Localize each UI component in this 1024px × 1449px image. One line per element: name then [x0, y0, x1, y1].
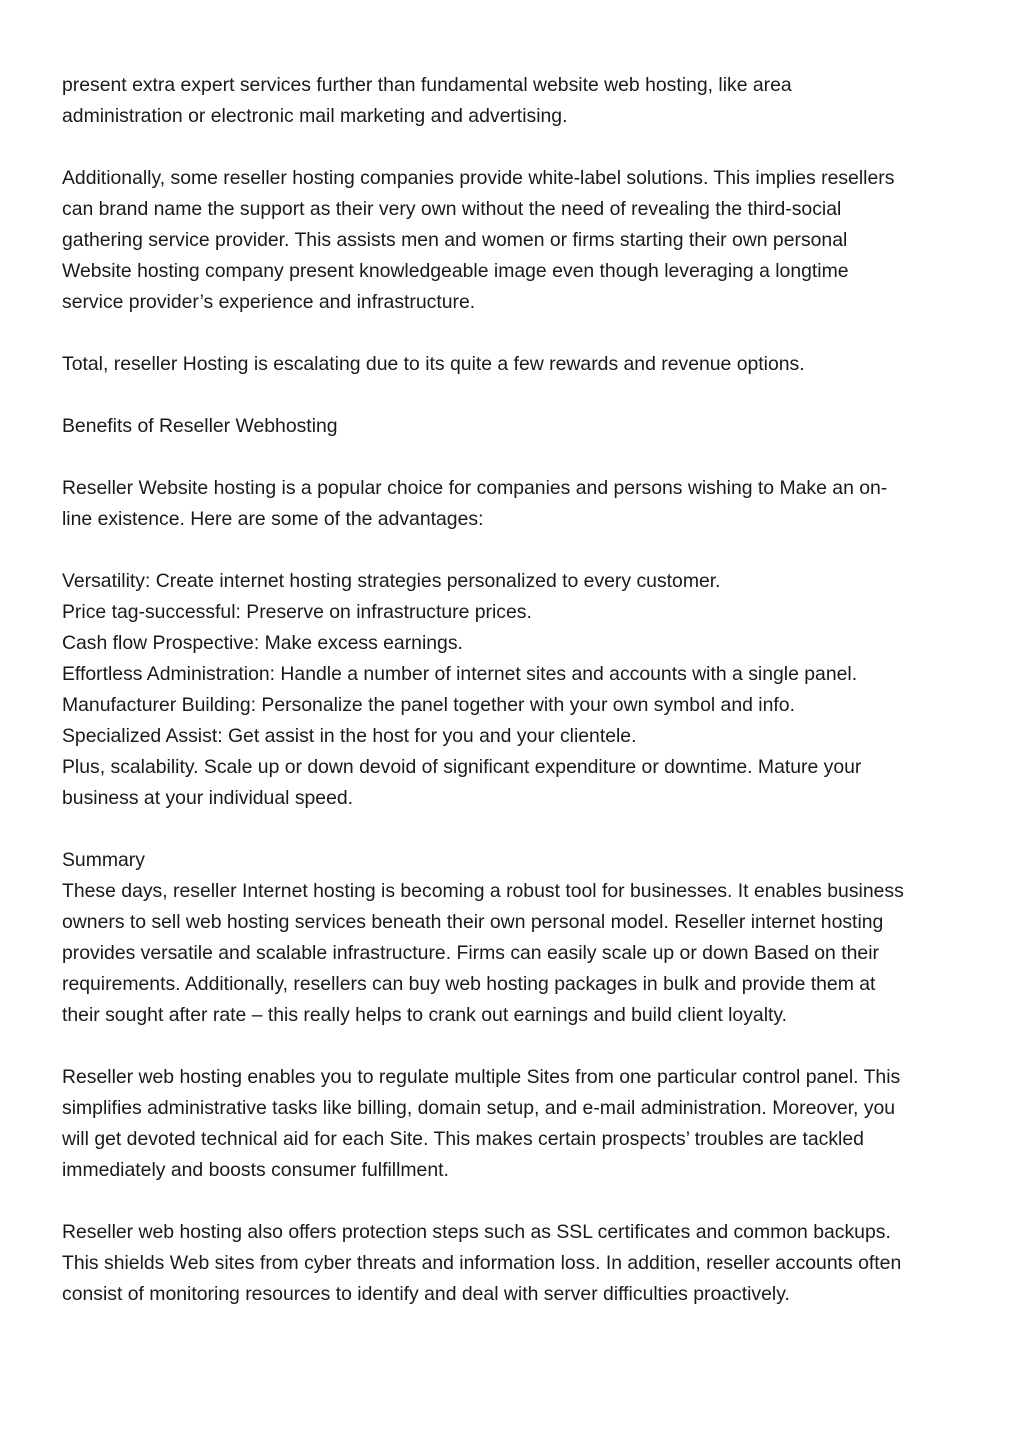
text-line: line existence. Here are some of the advantages:	[62, 508, 484, 530]
text-line: Price tag-successful: Preserve on infrastructure prices.	[62, 601, 532, 623]
text-line: their sought after rate – this really helps to crank out earnings and build client loyalty.	[62, 1004, 788, 1026]
text-line: immediately and boosts consumer fulfillment.	[62, 1159, 449, 1181]
text-line: can brand name the support as their very own without the need of revealing the third-social	[62, 198, 842, 220]
paragraph-white-label	[62, 163, 962, 318]
paragraph-control-panel	[62, 1062, 962, 1186]
text-line: present extra expert services further than fundamental website web hosting, like area	[62, 74, 792, 96]
text-line: Effortless Administration: Handle a number of internet sites and accounts with a single panel.	[62, 663, 858, 685]
summary-section	[62, 845, 962, 1031]
text-line: consist of monitoring resources to identify and deal with server difficulties proactively.	[62, 1283, 790, 1305]
text-line: Manufacturer Building: Personalize the panel together with your own symbol and info.	[62, 694, 795, 716]
text-line: Total, reseller Hosting is escalating due to its quite a few rewards and revenue options.	[62, 353, 805, 375]
text-line: Versatility: Create internet hosting strategies personalized to every customer.	[62, 570, 721, 592]
text-line: requirements. Additionally, resellers can buy web hosting packages in bulk and provide them at	[62, 973, 876, 995]
text-line: Reseller web hosting enables you to regulate multiple Sites from one particular control panel. This	[62, 1066, 901, 1088]
text-line: Cash flow Prospective: Make excess earnings.	[62, 632, 463, 654]
text-line: service provider’s experience and infrastructure.	[62, 291, 476, 313]
text-line: Benefits of Reseller Webhosting	[62, 415, 338, 437]
text-line: administration or electronic mail marketing and advertising.	[62, 105, 568, 127]
text-line: Additionally, some reseller hosting companies provide white-label solutions. This implies resellers	[62, 167, 895, 189]
text-line: Specialized Assist: Get assist in the host for you and your clientele.	[62, 725, 637, 747]
paragraph-benefits-intro	[62, 473, 962, 535]
paragraph-total	[62, 349, 962, 380]
text-line: business at your individual speed.	[62, 787, 354, 809]
text-line: provides versatile and scalable infrastructure. Firms can easily scale up or down Based on their	[62, 942, 879, 964]
text-line: will get devoted technical aid for each Site. This makes certain prospects’ troubles are tackled	[62, 1128, 864, 1150]
text-line: These days, reseller Internet hosting is becoming a robust tool for businesses. It enables business	[62, 880, 904, 902]
text-line: owners to sell web hosting services beneath their own personal model. Reseller internet hosting	[62, 911, 884, 933]
text-line: This shields Web sites from cyber threats and information loss. In addition, reseller accounts often	[62, 1252, 902, 1274]
text-line: Website hosting company present knowledgeable image even though leveraging a longtime	[62, 260, 849, 282]
paragraph-protection	[62, 1217, 962, 1310]
heading-benefits	[62, 411, 962, 442]
text-line: Plus, scalability. Scale up or down devoid of significant expenditure or downtime. Mature your	[62, 756, 862, 778]
text-line: simplifies administrative tasks like billing, domain setup, and e-mail administration. Moreover, you	[62, 1097, 896, 1119]
paragraph-intro-continued	[62, 70, 962, 132]
text-line: gathering service provider. This assists men and women or firms starting their own personal	[62, 229, 848, 251]
text-line: Reseller Website hosting is a popular choice for companies and persons wishing to Make an on-	[62, 477, 888, 499]
text-line: Reseller web hosting also offers protection steps such as SSL certificates and common backups.	[62, 1221, 891, 1243]
document-page	[62, 70, 962, 1341]
text-line: Summary	[62, 849, 145, 871]
benefits-list	[62, 566, 962, 814]
